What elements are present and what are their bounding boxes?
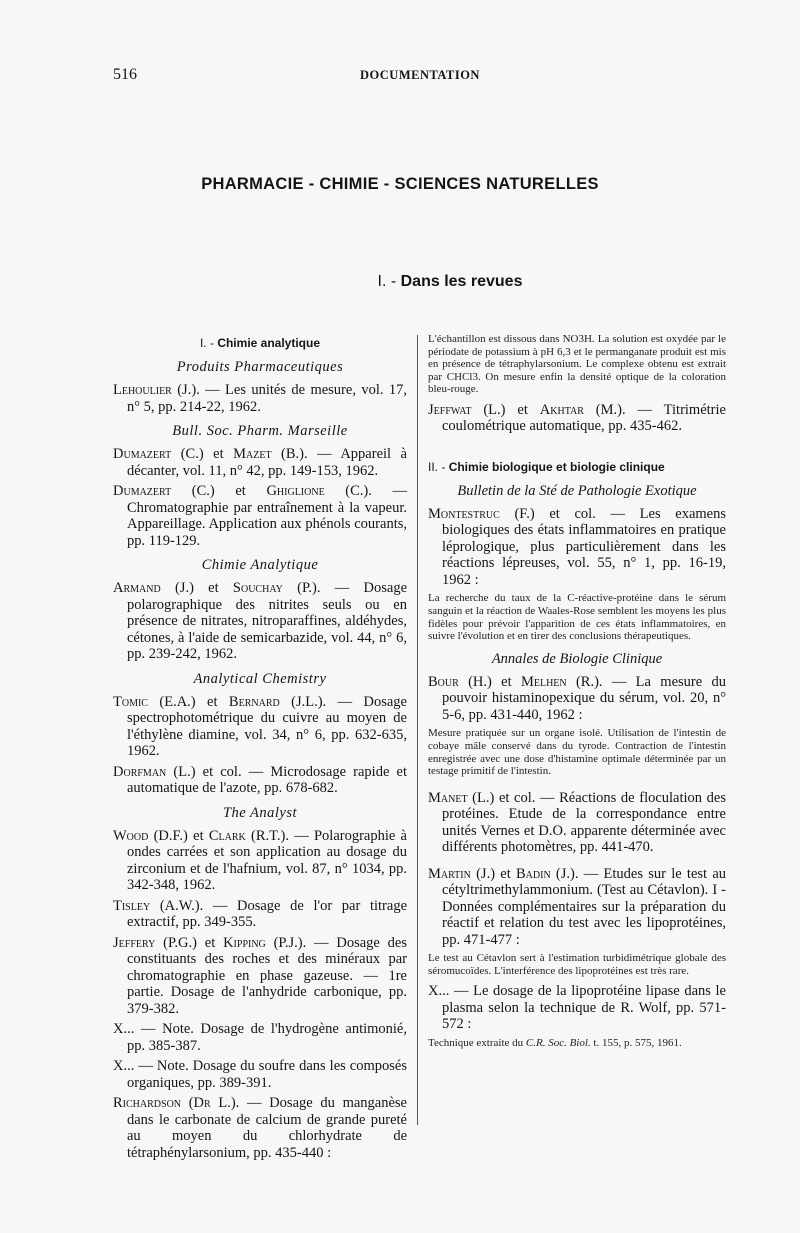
bibliography-entry: X... — Note. Dosage de l'hydrogène antimonié, pp. 385-387. (113, 1021, 407, 1054)
journal-heading: Chimie Analytique (201, 557, 319, 573)
bibliography-entry: Montestruc (F.) et col. — Les examens biologiques des états inflammatoires en pratique léprologique, plus particulièrement dans les réactions lépreuses, vol. 55, n° 1, pp. 16-19, 1962 : (428, 505, 726, 588)
bibliography-entry: Dumazert (C.) et Mazet (B.). — Appareil à décanter, vol. 11, n° 42, pp. 149-153, 1962. (113, 446, 407, 479)
abstract: Le test au Cétavlon sert à l'estimation turbidimétrique globale des séromucoïdes. L'interférence des lipoprotéines est très rare. (428, 952, 726, 977)
bibliography-entry: Dumazert (C.) et Ghiglione (C.). — Chromatographie par entraînement à la vapeur. Appareillage. Application aux phénols courants, pp. 119-129. (113, 483, 407, 549)
part-number: I. - (377, 273, 397, 290)
page-number: 516 (113, 66, 137, 83)
bibliography-entry: Richardson (Dr L.). — Dosage du manganèse dans le carbonate de calcium de grande pureté au moyen du chlorhydrate de tétraphénylarsonium, pp. 435-440 : (113, 1095, 407, 1161)
bibliography-entry: Manet (L.) et col. — Réactions de floculation des protéines. Etude de la correspondance entre unités Vernes et D.O. apparente déterminée avec différents photomètres, pp. 441-470. (428, 789, 727, 856)
section-heading: I. - Chimie analytique (199, 336, 321, 350)
main-title: PHARMACIE - CHIMIE - SCIENCES NATURELLES (201, 175, 599, 193)
bibliography-entry: Armand (J.) et Souchay (P.). — Dosage polarographique des nitrites seuls ou en présence de nitrates, nitroparaffines, aldéhydes, cétones, à l'aide de semicarbazide, vol. 44, n° 6, pp. 239-242, 1962. (113, 580, 408, 662)
abstract: Mesure pratiquée sur un organe isolé. Utilisation de l'intestin de cobaye mâle conservé dans du tyrode. Contraction de l'intestin enregistrée avec une dose d'histamine optimale déterminée par un testage primitif de l'intestin. (428, 727, 726, 778)
journal-heading: Bulletin de la Sté de Pathologie Exotique (457, 482, 697, 499)
running-head: DOCUMENTATION (360, 68, 480, 82)
bibliography-entry: X... — Le dosage de la lipoprotéine lipase dans le plasma selon la technique de R. Wolf, pp. 571-572 : (428, 983, 726, 1033)
part-title-text: Dans les revues (400, 273, 523, 290)
bibliography-entry: Dorfman (L.) et col. — Microdosage rapide et automatique de l'azote, pp. 678-682. (113, 763, 407, 796)
abstract: La recherche du taux de la C-réactive-protéine dans le sérum sanguin et la réaction de Waales-Rose semblent les moyens les plus fidèles pour prévoir l'apparition de ces états inflammatoires, en suivre l'évolution et en tirer des conclusions thérapeutiques. (428, 592, 726, 643)
abstract: Technique extraite du C.R. Soc. Biol. t. 155, p. 575, 1961. (428, 1036, 682, 1049)
column-rule (417, 335, 418, 1125)
right-column (428, 333, 726, 1056)
journal-heading: Bull. Soc. Pharm. Marseille (172, 423, 348, 439)
bibliography-entry: Martin (J.) et Badin (J.). — Etudes sur le test au cétyltrimethylammonium. (Test au Cétavlon). I - Données complémentaires sur la préparation du réactif et relation du test avec les lipoprotéines, pp. 471-477 : (428, 865, 726, 948)
bibliography-entry: X... — Note. Dosage du soufre dans les composés organiques, pp. 389-391. (113, 1058, 407, 1091)
bibliography-entry: Wood (D.F.) et Clark (R.T.). — Polarographie à ondes carrées et son application au dosage du zirconium et de l'hafnium, vol. 87, n° 1034, pp. 342-348, 1962. (113, 827, 407, 893)
bibliography-entry: Lehoulier (J.). — Les unités de mesure, vol. 17, n° 5, pp. 214-22, 1962. (113, 382, 407, 415)
abstract: L'échantillon est dissous dans NO3H. La solution est oxydée par le périodate de potassium à pH 6,3 et le permanganate produit est mis en présence de tétraphylarsonium. Le complexe obtenu est extrait par CHCl3. On mesure enfin la densité optique de la coloration bleu-rouge. (428, 333, 726, 396)
bibliography-entry: Jeffery (P.G.) et Kipping (P.J.). — Dosage des constituants des roches et des minéraux par chromatographie en phase gazeuse. — 1re partie. Dosage de l'anhydride carbonique, pp. 379-382. (113, 934, 407, 1017)
left-column (113, 333, 407, 1165)
part-title (300, 273, 600, 291)
bibliography-entry: Jeffwat (L.) et Akhtar (M.). — Titrimétrie coulométrique automatique, pp. 435-462. (428, 401, 726, 435)
section-heading: II. - Chimie biologique et biologie clinique (428, 459, 665, 474)
bibliography-entry: Tisley (A.W.). — Dosage de l'or par titrage extractif, pp. 349-355. (113, 897, 408, 930)
journal-heading: Annales de Biologie Clinique (491, 650, 663, 667)
bibliography-entry: Tomic (E.A.) et Bernard (J.L.). — Dosage spectrophotométrique du cuivre au moyen de l'éthylène diamine, vol. 34, n° 6, pp. 632-635, 1962. (113, 693, 407, 759)
journal-heading: The Analyst (222, 804, 298, 821)
journal-heading: Produits Pharmaceutiques (176, 359, 344, 375)
bibliography-entry: Bour (H.) et Melhen (R.). — La mesure du pouvoir histaminopexique du sérum, vol. 20, n° 5-6, pp. 431-440, 1962 : (428, 673, 726, 723)
journal-heading: Analytical Chemistry (193, 670, 327, 687)
